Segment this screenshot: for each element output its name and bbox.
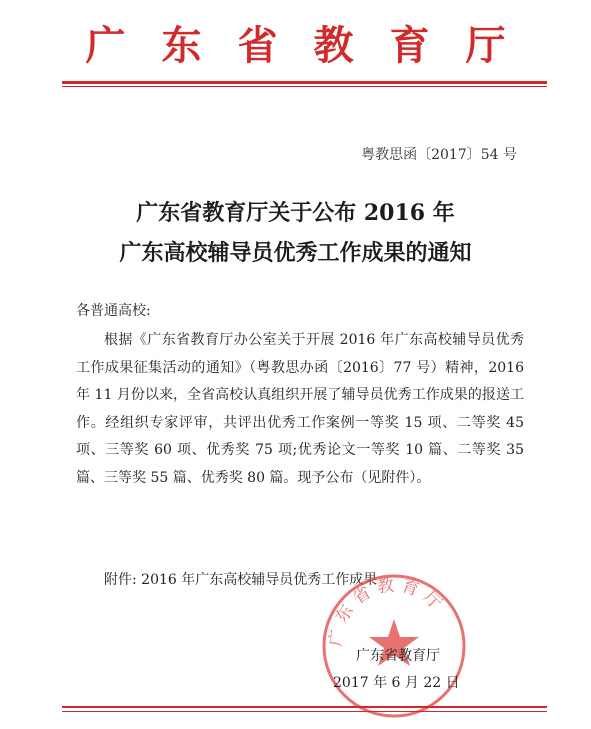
letterhead-rule-thick (62, 81, 547, 84)
notice-title-line1: 广东省教育厅关于公布 2016 年 (136, 200, 455, 226)
letterhead-title: 广东省教育厅 (85, 22, 542, 69)
notice-title-line2: 广东高校辅导员优秀工作成果的通知 (119, 240, 472, 266)
footer-rule-thin (62, 711, 547, 712)
document-number: 粤教思函〔2017〕54 号 (361, 147, 517, 163)
issuer-name: 广东省教育厅 (356, 648, 440, 664)
body-paragraph: 根据《广东省教育厅办公室关于开展 2016 年广东高校辅导员优秀工作成果征集活动的通知》（粤教思办函〔2016〕77 号）精神，2016 年 11 月份以来，全省高校认真组织开展了辅导员优秀工作成果的报送工作。经组织专家评审，共评出优秀工作案例一等奖 15 项、二等奖 45 项、三等奖 60 项、优秀奖 75 项;优秀论文一等奖 10 篇、二等奖 35 篇、三等奖 55 篇、优秀奖 80 篇。现予公布（见附件）。 (76, 332, 524, 486)
salutation: 各普通高校: (76, 303, 151, 319)
seal-text: 广东省教育厅 (326, 575, 450, 648)
attachment-line: 附件: 2016 年广东高校辅导员优秀工作成果 (104, 572, 378, 588)
footer-rule-thick (62, 706, 547, 708)
letterhead-rule-thin (62, 86, 547, 87)
issue-date: 2017 年 6 月 22 日 (333, 675, 460, 691)
